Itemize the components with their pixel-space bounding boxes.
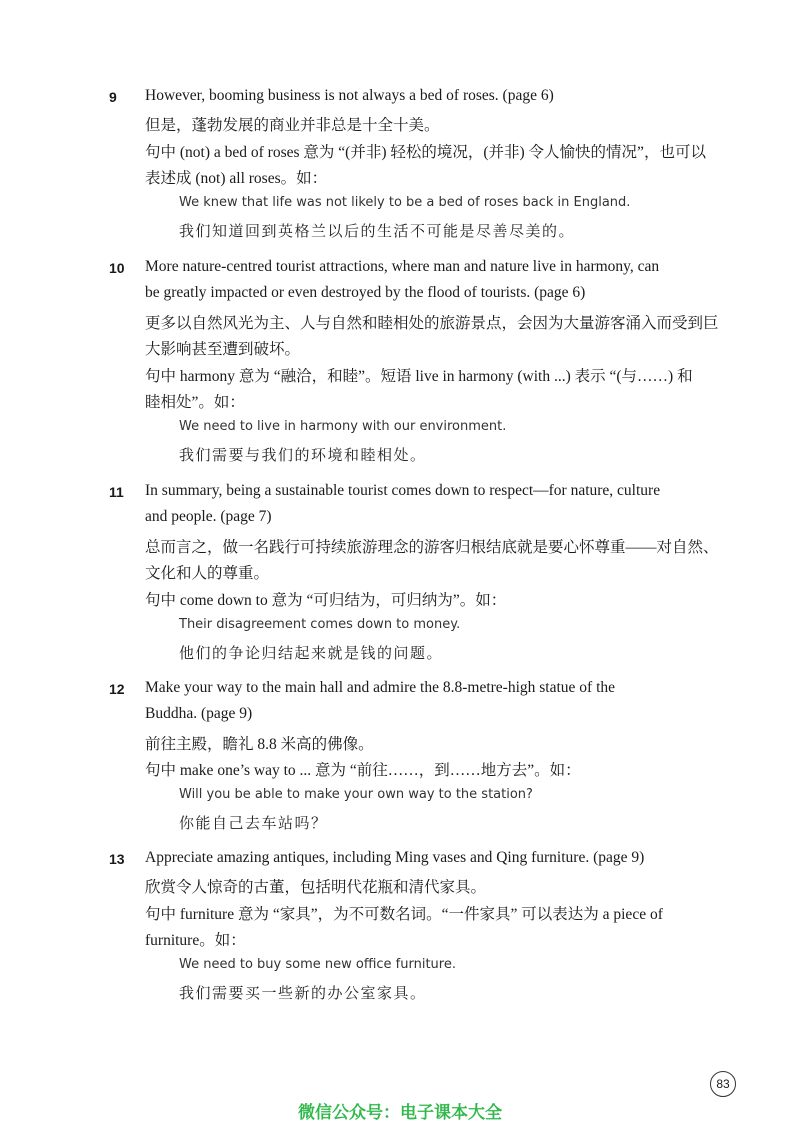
sentence-english: In summary, being a sustainable tourist comes down to respect—for nature, culture bbox=[145, 482, 661, 499]
example-english: We knew that life was not likely to be a bed of roses back in England. bbox=[179, 195, 631, 210]
item-number: 9 bbox=[109, 89, 117, 105]
explanation-line: furniture。如： bbox=[145, 932, 246, 949]
sentence-english: Buddha. (page 9) bbox=[145, 705, 253, 722]
explanation-line: 句中 furniture 意为 “家具”，为不可数名词。“一件家具” 可以表达为 a piece of bbox=[145, 906, 663, 923]
item-number: 10 bbox=[109, 260, 125, 276]
sentence-english: Make your way to the main hall and admire the 8.8-metre-high statue of the bbox=[145, 679, 616, 696]
example-english: Will you be able to make your own way to the station? bbox=[179, 787, 533, 802]
explanation-line: 句中 make one’s way to ... 意为 “前往……，到……地方去”。如： bbox=[145, 762, 581, 779]
sentence-translation: 前往主殿，瞻礼 8.8 米高的佛像。 bbox=[145, 736, 374, 753]
example-chinese: 我们需要与我们的环境和睦相处。 bbox=[179, 446, 427, 464]
explanation-line: 句中 come down to 意为 “可归结为，可归纳为”。如： bbox=[145, 592, 507, 609]
example-chinese: 我们需要买一些新的办公室家具。 bbox=[179, 984, 427, 1002]
page-number-badge bbox=[710, 1071, 736, 1097]
item-number: 13 bbox=[109, 851, 125, 867]
explanation-line: 句中 harmony 意为 “融洽，和睦”。短语 live in harmony (with ...) 表示 “(与……) 和 bbox=[145, 368, 693, 385]
example-english: We need to live in harmony with our environment. bbox=[179, 419, 507, 434]
example-chinese: 他们的争论归结起来就是钱的问题。 bbox=[179, 644, 444, 662]
sentence-translation: 总而言之，做一名践行可持续旅游理念的游客归根结底就是要心怀尊重——对自然、 bbox=[145, 539, 719, 556]
sentence-translation: 更多以自然风光为主、人与自然和睦相处的旅游景点，会因为大量游客涌入而受到巨 bbox=[145, 315, 719, 332]
example-english: Their disagreement comes down to money. bbox=[179, 617, 461, 632]
sentence-translation: 文化和人的尊重。 bbox=[145, 565, 270, 582]
sentence-translation: 大影响甚至遭到破坏。 bbox=[145, 341, 301, 358]
sentence-english: However, booming business is not always a bed of roses. (page 6) bbox=[145, 87, 554, 104]
explanation-line: 睦相处”。如： bbox=[145, 394, 245, 411]
sentence-english: More nature-centred tourist attractions, where man and nature live in harmony, can bbox=[145, 258, 660, 275]
item-number: 12 bbox=[109, 681, 125, 697]
explanation-line: 表述成 (not) all roses。如： bbox=[145, 170, 328, 187]
sentence-translation: 但是，蓬勃发展的商业并非总是十全十美。 bbox=[145, 117, 440, 134]
explanation-line: 句中 (not) a bed of roses 意为 “(并非) 轻松的境况，(并非) 令人愉快的情况”，也可以 bbox=[145, 144, 706, 161]
example-chinese: 你能自己去车站吗？ bbox=[179, 814, 328, 832]
example-english: We need to buy some new office furniture. bbox=[179, 957, 456, 972]
sentence-translation: 欣赏令人惊奇的古董，包括明代花瓶和清代家具。 bbox=[145, 879, 487, 896]
item-number: 11 bbox=[109, 484, 124, 500]
sentence-english: Appreciate amazing antiques, including Ming vases and Qing furniture. (page 9) bbox=[145, 849, 645, 866]
watermark-text: 微信公众号：电子课本大全 bbox=[298, 1103, 502, 1123]
sentence-english: and people. (page 7) bbox=[145, 508, 272, 525]
sentence-english: be greatly impacted or even destroyed by the flood of tourists. (page 6) bbox=[145, 284, 586, 301]
page-number: 83 bbox=[716, 1077, 730, 1091]
example-chinese: 我们知道回到英格兰以后的生活不可能是尽善尽美的。 bbox=[179, 222, 576, 240]
